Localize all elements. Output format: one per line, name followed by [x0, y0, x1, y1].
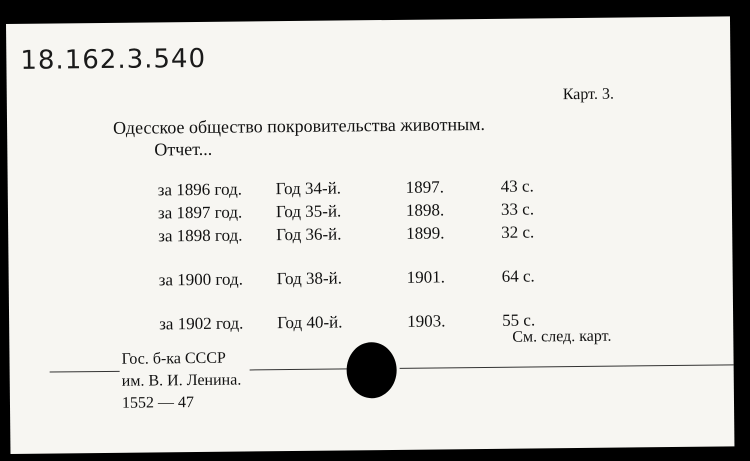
library-stamp: [121, 348, 241, 415]
holding-year: 1901.: [406, 267, 446, 287]
holding-row: [9, 264, 733, 294]
holding-pages: 32 с.: [501, 222, 535, 242]
holding-year: 1899.: [406, 223, 445, 243]
divider-line: [400, 364, 734, 368]
holding-pages: 33 с.: [500, 199, 535, 219]
card-number: Карт. 3.: [562, 85, 614, 104]
catalog-card: [6, 16, 734, 454]
divider-line: [250, 368, 350, 370]
see-next-card: См. след. карт.: [512, 327, 612, 346]
holding-year: 1897.: [405, 177, 445, 197]
holding-volume: Год 34-й.: [275, 178, 342, 199]
holding-period: за 1900 год.: [158, 269, 244, 290]
holding-period: за 1896 год.: [157, 179, 243, 200]
holding-volume: Год 40-й.: [277, 312, 343, 333]
holding-period: за 1902 год.: [159, 313, 244, 334]
holding-volume: Год 38-й.: [276, 268, 343, 289]
holding-volume: Год 35-й.: [275, 201, 342, 222]
stamp-line: Гос. б-ка СССР: [121, 349, 226, 368]
holding-pages: 55 с.: [502, 310, 536, 330]
holding-volume: Год 36-й.: [276, 224, 342, 245]
divider-line: [50, 371, 120, 373]
shelf-mark: 18.162.3.540: [20, 43, 207, 76]
stamp-line: им. В. И. Ленина.: [121, 371, 242, 390]
record-subtitle: Отчет...: [154, 138, 213, 160]
holding-pages: 64 с.: [501, 266, 535, 286]
punch-hole: [346, 342, 397, 399]
stamp-line: 1552 — 47: [121, 394, 195, 412]
record-title: Одесское общество покровительства животным.: [112, 113, 486, 138]
holding-row: [9, 308, 733, 338]
holding-pages: 43 с.: [500, 176, 534, 196]
holding-period: за 1898 год.: [158, 225, 243, 246]
holding-year: 1898.: [405, 200, 445, 220]
holding-year: 1903.: [407, 311, 446, 331]
holding-period: за 1897 год.: [157, 202, 243, 223]
